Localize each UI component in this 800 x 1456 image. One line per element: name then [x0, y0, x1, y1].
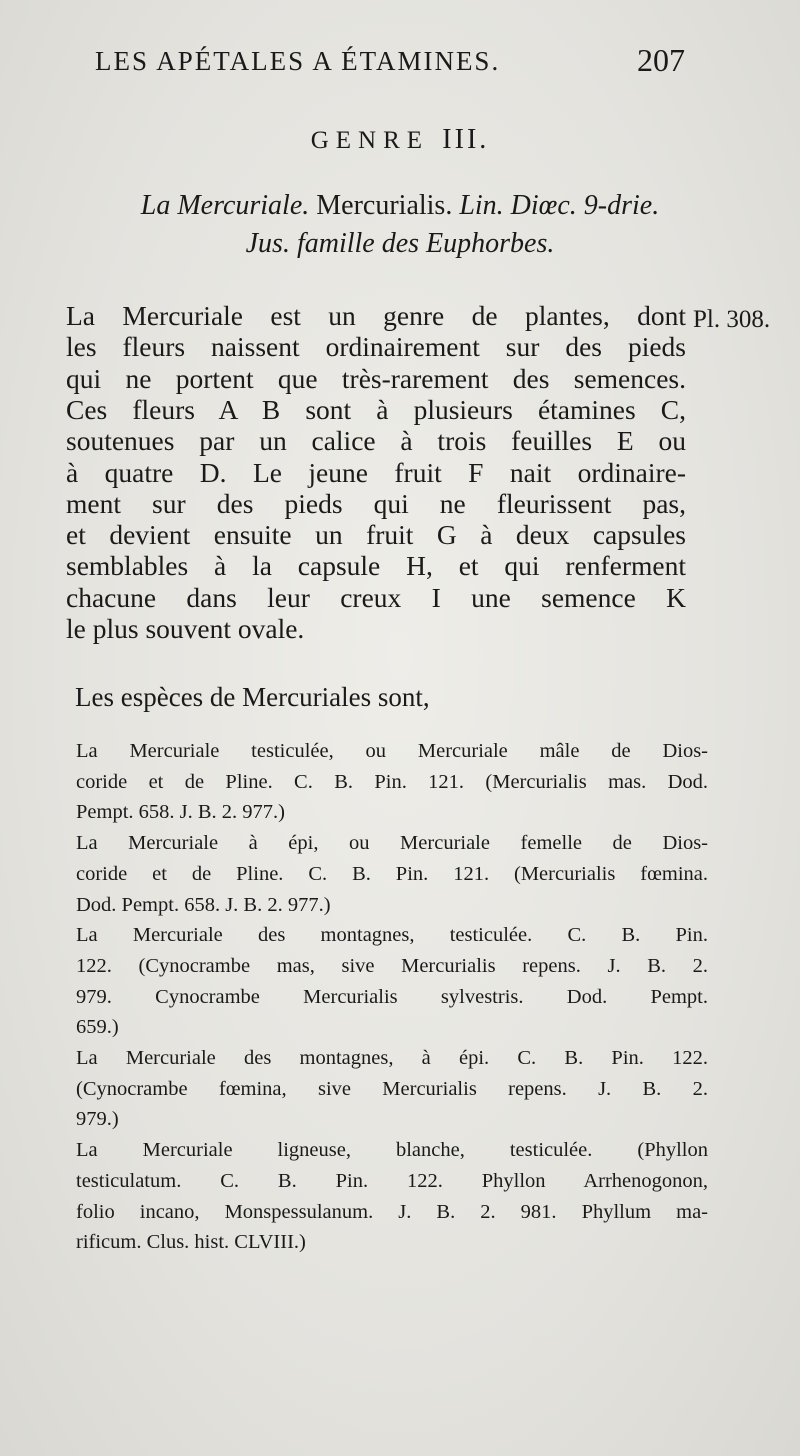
species-line: 122. (Cynocrambe mas, sive Mercurialis repens. J. B. 2.: [76, 954, 708, 977]
page-number: 207: [637, 42, 685, 78]
species-line: 979.): [76, 1108, 119, 1131]
species-line: 659.): [76, 1016, 119, 1039]
species-line: La Mercuriale des montagnes, testiculée. C. B. Pin.: [76, 924, 708, 947]
description-line: ment sur des pieds qui ne fleurissent pas,: [66, 487, 686, 519]
genre-heading: [0, 124, 800, 156]
description-line: semblables à la capsule H, et qui renferment: [66, 550, 686, 582]
species-line: La Mercuriale des montagnes, à épi. C. B. Pin. 122.: [76, 1047, 708, 1069]
species-line: folio incano, Monspessulanum. J. B. 2. 981. Phyllum ma-: [76, 1200, 708, 1223]
genre-label: GENRE: [310, 127, 430, 154]
species-heading: Les espèces de Mercuriales sont,: [75, 682, 430, 712]
genus-title-line-2: [0, 228, 800, 260]
genus-name: La Mercuriale.: [140, 190, 310, 221]
description-line: soutenues par un calice à trois feuilles E ou: [66, 425, 686, 457]
genus-linnaeus: Lin. Diœc. 9-drie.: [459, 190, 660, 221]
description-line: chacune dans leur creux I une semence K: [66, 581, 686, 613]
description-line: et devient ensuite un fruit G à deux capsules: [66, 519, 686, 551]
description-line: le plus souvent ovale.: [66, 613, 305, 644]
species-line: rificum. Clus. hist. CLVIII.): [76, 1231, 306, 1254]
species-line: Dod. Pempt. 658. J. B. 2. 977.): [76, 893, 331, 916]
genus-title-line-1: [0, 190, 800, 222]
species-line: coride et de Pline. C. B. Pin. 121. (Mercurialis mas. Dod.: [76, 770, 708, 793]
page-header: [95, 42, 685, 86]
genus-latin: Mercurialis.: [316, 190, 453, 221]
species-line: La Mercuriale testiculée, ou Mercuriale mâle de Dios-: [76, 740, 708, 762]
description-line: les fleurs naissent ordinairement sur des pieds: [66, 331, 686, 363]
description-line: qui ne portent que très-rarement des semences.: [66, 362, 686, 394]
genus-jussieu: Jus. famille des Euphorbes.: [245, 228, 555, 259]
species-line: Pempt. 658. J. B. 2. 977.): [76, 801, 285, 824]
species-line: testiculatum. C. B. Pin. 122. Phyllon Arrhenogonon,: [76, 1169, 708, 1192]
species-line: (Cynocrambe fœmina, sive Mercurialis repens. J. B. 2.: [76, 1077, 708, 1100]
plate-reference: Pl. 308.: [693, 306, 771, 333]
genre-number: III.: [442, 124, 490, 155]
description-line: Ces fleurs A B sont à plusieurs étamines C,: [66, 393, 686, 425]
running-title: LES APÉTALES A ÉTAMINES.: [95, 46, 501, 76]
species-line: 979. Cynocrambe Mercurialis sylvestris. Dod. Pempt.: [76, 985, 708, 1008]
species-line: coride et de Pline. C. B. Pin. 121. (Mercurialis fœmina.: [76, 862, 708, 885]
species-line: La Mercuriale à épi, ou Mercuriale femelle de Dios-: [76, 832, 708, 855]
description-line: à quatre D. Le jeune fruit F nait ordinaire-: [66, 456, 686, 488]
species-line: La Mercuriale ligneuse, blanche, testiculée. (Phyllon: [76, 1139, 708, 1162]
description-line: La Mercuriale est un genre de plantes, dont: [66, 300, 686, 331]
